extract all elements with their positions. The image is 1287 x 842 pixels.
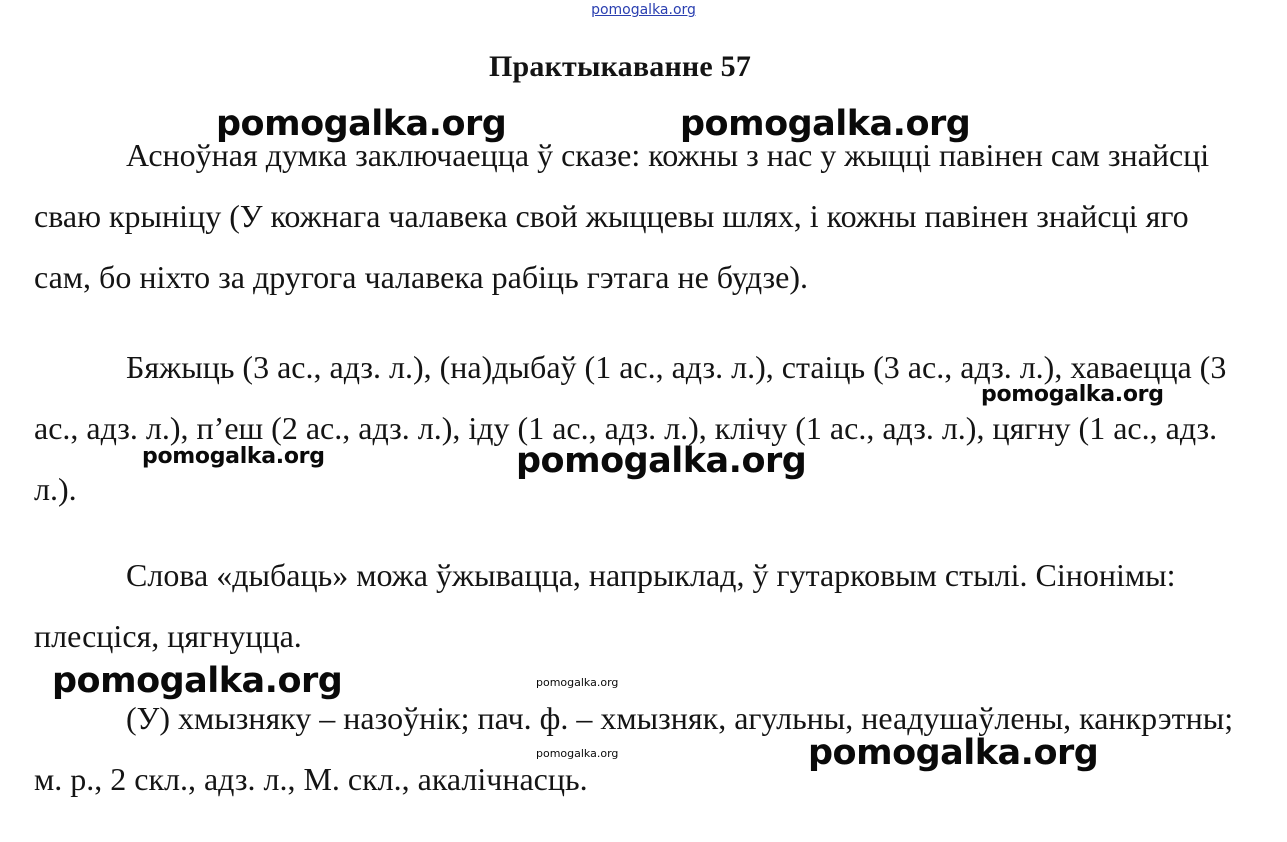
site-link[interactable]: pomogalka.org [591,2,696,18]
watermark: pomogalka.org [536,676,619,689]
page-title: Практыкаванне 57 [488,50,752,83]
watermark: pomogalka.org [216,104,507,144]
watermark: pomogalka.org [981,382,1164,407]
watermark: pomogalka.org [680,104,971,144]
watermark: pomogalka.org [516,441,807,481]
paragraph-verbs: Бяжыць (3 ас., адз. л.), (на)дыбаў (1 ас., адз. л.), стаіць (3 ас., адз. л.), хаваецца (3 ас., адз. л.), п’еш (2 ас., адз. л.), іду (1 ас., адз. л.), клічу (1 ас., адз. л.), цягну (1 ас., адз. л.). [34,349,1227,507]
paragraph-main-idea: Асноўная думка заключаецца ў сказе: кожны з нас у жыцці павінен сам знайсці сваю крыніцу (У кожнага чалавека свой жыццевы шлях, і кожны павінен знайсці яго сам, бо ніхто за другога чалавека рабіць гэтага не будзе). [34,137,1210,295]
watermark: pomogalka.org [808,733,1099,773]
paragraph-noun-analysis: (У) хмызняку – назоўнік; пач. ф. – хмызняк, агульны, неадушаўлены, канкрэтны; м. р., 2 скл., адз. л., М. скл., акалічнасць. [34,700,1234,797]
watermark: pomogalka.org [52,661,343,701]
watermark: pomogalka.org [536,747,619,760]
paragraph-synonyms: Слова «дыбаць» можа ўжывацца, напрыклад, ў гутарковым стылі. Сінонімы: плесціся, цягнуцца. [34,557,1176,654]
watermark: pomogalka.org [142,444,325,469]
